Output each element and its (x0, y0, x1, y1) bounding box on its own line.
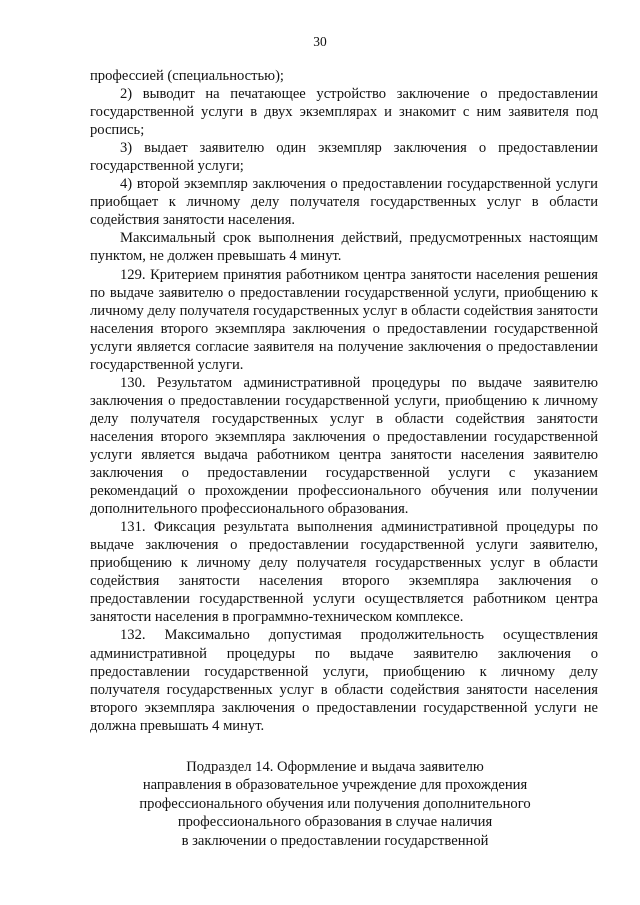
paragraph-130: 130. Результатом административной процедуры по выдаче заявителю заключения о предоставлении государственной услуги, приобщению к личному делу получателя государственных услуг в области содействия занятости населения второго экземпляра заключения о предоставлении государственной услуги является выдача работником центра занятости населения заявителю заключения о предоставлении государственной услуги с указанием рекомендаций о прохождении профессионального обучения или получении дополнительного профессионального образования. (90, 374, 598, 518)
paragraph-time-limit: Максимальный срок выполнения действий, предусмотренных настоящим пунктом, не должен превышать 4 минут. (90, 230, 598, 265)
heading-line: профессионального образования в случае наличия (177, 814, 493, 831)
paragraph-item-2: 2) выводит на печатающее устройство заключение о предоставлении государственной услуги в двух экземплярах и знакомит с ним заявителя под роспись; (90, 86, 598, 139)
heading-line: направления в образовательное учреждение для прохождения (142, 777, 528, 794)
paragraph-item-4: 4) второй экземпляр заключения о предоставлении государственной услуги приобщает к личному делу получателя государственных услуг в области содействия занятости населения. (90, 176, 598, 229)
heading-line: в заключении о предоставлении государственной (181, 832, 489, 849)
paragraph-continuation: профессией (специальностью); (90, 68, 284, 84)
paragraph-item-3: 3) выдает заявителю один экземпляр заключения о предоставлении государственной услуги; (90, 140, 598, 175)
paragraph-131: 131. Фиксация результата выполнения административной процедуры по выдаче заключения о предоставлении государственной услуги заявителю, приобщению к личному делу получателя государственных услуг в области содействия занятости населения второго экземпляра заключения о предоставлении государственной услуги осуществляется работником центра занятости населения в программно-техническом комплексе. (90, 519, 598, 626)
heading-line: профессионального обучения или получения дополнительного (139, 795, 531, 812)
paragraph-132: 132. Максимально допустимая продолжительность осуществления административной процедуры по выдаче заявителю заключения о предоставлении государственной услуги, приобщению к личному делу получателя государственных услуг в области содействия занятости населения второго экземпляра заключения о предоставлении государственной услуги не должна превышать 4 минут. (90, 627, 598, 734)
page-number: 30 (313, 34, 327, 49)
body-text (90, 67, 598, 735)
heading-line: Подраздел 14. Оформление и выдача заявителю (186, 759, 484, 775)
paragraph-129: 129. Критерием принятия работником центра занятости населения решения по выдаче заявителю о предоставлении государственной услуги, приобщению к личному делу получателя государственных услуг в области содействия занятости населения второго экземпляра заключения о предоставлении государственной услуги является согласие заявителя на получение заключения о предоставлении государственной услуги. (90, 266, 598, 373)
subsection-heading (100, 758, 570, 850)
